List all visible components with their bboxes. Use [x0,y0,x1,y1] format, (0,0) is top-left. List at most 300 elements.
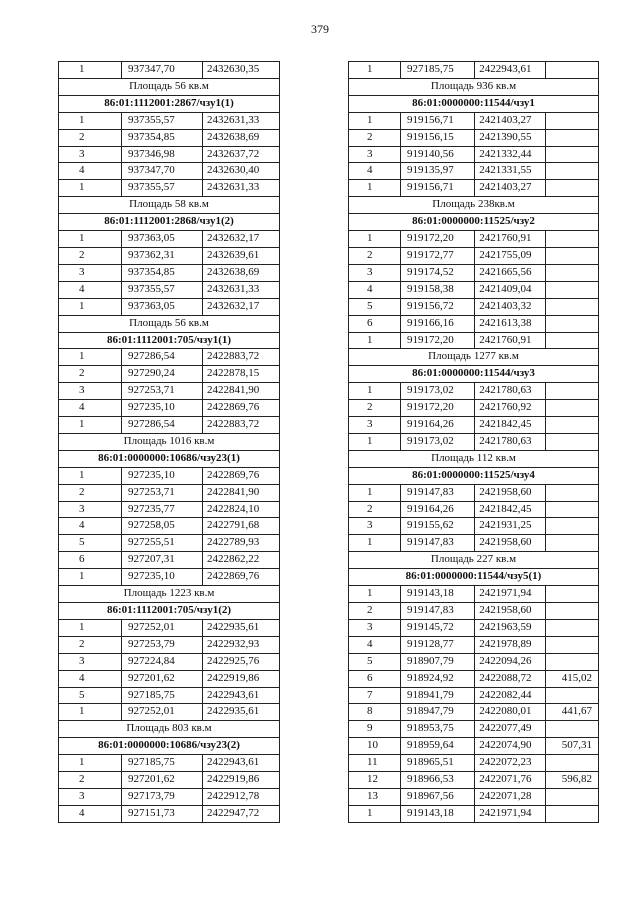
x-coordinate: 918924,92 [400,670,474,687]
x-coordinate: 919172,77 [400,247,474,264]
x-coordinate: 918947,79 [400,704,474,721]
point-number: 2 [59,484,122,501]
point-number: 2 [349,129,401,146]
x-coordinate: 919156,71 [400,180,474,197]
y-coordinate: 2421390,55 [475,129,545,146]
segment-length [545,264,598,281]
coordinate-row [349,501,599,518]
parcel-cadastral-number: 86:01:0000000:11525/чзу4 [349,467,599,484]
coordinate-row [59,670,280,687]
segment-length: 596,82 [545,772,598,789]
x-coordinate: 919128,77 [400,636,474,653]
segment-length [545,755,598,772]
coordinate-row [349,687,599,704]
x-coordinate: 927286,54 [122,417,203,434]
y-coordinate: 2422943,61 [203,687,280,704]
y-coordinate: 2421963,59 [475,619,545,636]
x-coordinate: 927235,10 [122,400,203,417]
point-number: 2 [59,636,122,653]
coordinate-row [349,315,599,332]
x-coordinate: 919173,02 [400,383,474,400]
point-number: 3 [59,501,122,518]
x-coordinate: 937363,05 [122,298,203,315]
page-number: 379 [311,22,329,36]
y-coordinate: 2432638,69 [203,129,280,146]
x-coordinate: 927201,62 [122,670,203,687]
segment-length [545,129,598,146]
y-coordinate: 2421760,91 [475,332,545,349]
x-coordinate: 927207,31 [122,552,203,569]
segment-length [545,721,598,738]
coordinate-row [59,180,280,197]
coordinate-row [59,349,280,366]
x-coordinate: 927253,71 [122,484,203,501]
coordinate-row [59,112,280,129]
area-row [349,552,599,569]
y-coordinate: 2422082,44 [475,687,545,704]
segment-length [545,315,598,332]
y-coordinate: 2421403,27 [475,112,545,129]
point-number: 4 [59,805,122,822]
coordinate-row [349,518,599,535]
y-coordinate: 2421978,89 [475,636,545,653]
y-coordinate: 2421331,55 [475,163,545,180]
coordinate-row [349,755,599,772]
x-coordinate: 919145,72 [400,619,474,636]
x-coordinate: 927252,01 [122,619,203,636]
parcel-header-row [59,214,280,231]
parcel-cadastral-number: 86:01:1112001:2868/чзу1(2) [59,214,280,231]
coordinate-row [59,62,280,79]
coordinate-row [59,687,280,704]
y-coordinate: 2421332,44 [475,146,545,163]
parcel-header-row [59,332,280,349]
x-coordinate: 927151,73 [122,805,203,822]
segment-length [545,231,598,248]
segment-length [545,62,598,79]
coordinate-row [59,264,280,281]
coordinate-row [349,129,599,146]
x-coordinate: 919147,83 [400,603,474,620]
x-coordinate: 927185,75 [400,62,474,79]
y-coordinate: 2421613,38 [475,315,545,332]
point-number: 1 [349,535,401,552]
y-coordinate: 2421971,94 [475,805,545,822]
point-number: 4 [59,518,122,535]
segment-length [545,247,598,264]
point-number: 6 [349,315,401,332]
point-number: 2 [349,603,401,620]
parcel-cadastral-number: 86:01:0000000:10686/чзу23(2) [59,738,280,755]
x-coordinate: 937354,85 [122,264,203,281]
point-number: 3 [349,264,401,281]
y-coordinate: 2422841,90 [203,484,280,501]
point-number: 3 [349,619,401,636]
point-number: 3 [349,417,401,434]
point-number: 2 [349,247,401,264]
point-number: 1 [349,433,401,450]
point-number: 1 [349,805,401,822]
y-coordinate: 2422943,61 [203,755,280,772]
x-coordinate: 919143,18 [400,586,474,603]
x-coordinate: 919173,02 [400,433,474,450]
coordinate-row [59,535,280,552]
segment-length: 441,67 [545,704,598,721]
y-coordinate: 2432639,61 [203,247,280,264]
coordinate-row [59,569,280,586]
coordinate-row [59,788,280,805]
point-number: 1 [59,62,122,79]
point-number: 1 [59,349,122,366]
coordinate-row [59,484,280,501]
point-number: 8 [349,704,401,721]
y-coordinate: 2421403,32 [475,298,545,315]
parcel-cadastral-number: 86:01:1112001:705/чзу1(2) [59,603,280,620]
y-coordinate: 2422071,28 [475,788,545,805]
y-coordinate: 2432632,17 [203,231,280,248]
segment-length [545,805,598,822]
area-label: Площадь 227 кв.м [349,552,599,569]
coordinate-row [349,670,599,687]
x-coordinate: 927258,05 [122,518,203,535]
y-coordinate: 2422791,68 [203,518,280,535]
coordinate-row [59,231,280,248]
area-row [59,78,280,95]
coordinates-table-right [348,61,599,823]
y-coordinate: 2422883,72 [203,349,280,366]
point-number: 4 [59,400,122,417]
x-coordinate: 918941,79 [400,687,474,704]
y-coordinate: 2432638,69 [203,264,280,281]
coordinate-row [349,146,599,163]
y-coordinate: 2421665,56 [475,264,545,281]
area-label: Площадь 56 кв.м [59,315,280,332]
coordinate-row [349,788,599,805]
segment-length [545,586,598,603]
y-coordinate: 2421780,63 [475,383,545,400]
point-number: 2 [59,366,122,383]
segment-length [545,281,598,298]
x-coordinate: 937347,70 [122,62,203,79]
point-number: 3 [59,146,122,163]
point-number: 1 [349,586,401,603]
x-coordinate: 927201,62 [122,772,203,789]
point-number: 2 [349,501,401,518]
area-label: Площадь 803 кв.м [59,721,280,738]
point-number: 4 [59,670,122,687]
segment-length: 415,02 [545,670,598,687]
segment-length [545,653,598,670]
y-coordinate: 2422789,93 [203,535,280,552]
parcel-cadastral-number: 86:01:0000000:11544/чзу1 [349,95,599,112]
point-number: 1 [349,180,401,197]
x-coordinate: 927253,71 [122,383,203,400]
y-coordinate: 2422824,10 [203,501,280,518]
coordinate-row [349,332,599,349]
coordinate-row [59,129,280,146]
x-coordinate: 927173,79 [122,788,203,805]
segment-length [545,535,598,552]
y-coordinate: 2422932,93 [203,636,280,653]
coordinate-row [59,805,280,822]
coordinate-row [349,535,599,552]
y-coordinate: 2422878,15 [203,366,280,383]
point-number: 4 [59,281,122,298]
y-coordinate: 2421958,60 [475,484,545,501]
segment-length [545,163,598,180]
area-row [59,197,280,214]
x-coordinate: 937355,57 [122,180,203,197]
parcel-header-row [349,569,599,586]
area-label: Площадь 56 кв.м [59,78,280,95]
x-coordinate: 919156,15 [400,129,474,146]
coordinate-row [59,400,280,417]
point-number: 2 [59,129,122,146]
x-coordinate: 918967,56 [400,788,474,805]
coordinate-row [349,721,599,738]
x-coordinate: 937355,57 [122,281,203,298]
y-coordinate: 2422935,61 [203,619,280,636]
segment-length [545,636,598,653]
y-coordinate: 2422071,76 [475,772,545,789]
x-coordinate: 919172,20 [400,332,474,349]
point-number: 3 [59,264,122,281]
coordinate-row [59,467,280,484]
x-coordinate: 919158,38 [400,281,474,298]
y-coordinate: 2421958,60 [475,603,545,620]
x-coordinate: 919155,62 [400,518,474,535]
area-label: Площадь 238кв.м [349,197,599,214]
x-coordinate: 937346,98 [122,146,203,163]
coordinate-row [349,805,599,822]
y-coordinate: 2421409,04 [475,281,545,298]
point-number: 3 [349,146,401,163]
coordinate-row [349,383,599,400]
point-number: 2 [59,772,122,789]
x-coordinate: 919143,18 [400,805,474,822]
coordinate-row [59,518,280,535]
point-number: 4 [59,163,122,180]
y-coordinate: 2421755,09 [475,247,545,264]
area-label: Площадь 1277 кв.м [349,349,599,366]
x-coordinate: 919147,83 [400,484,474,501]
point-number: 1 [59,569,122,586]
point-number: 9 [349,721,401,738]
coordinate-row [349,738,599,755]
y-coordinate: 2422088,72 [475,670,545,687]
point-number: 7 [349,687,401,704]
area-label: Площадь 1016 кв.м [59,433,280,450]
point-number: 1 [349,484,401,501]
x-coordinate: 927235,10 [122,467,203,484]
parcel-cadastral-number: 86:01:0000000:11544/чзу5(1) [349,569,599,586]
coordinate-row [349,586,599,603]
x-coordinate: 927185,75 [122,687,203,704]
x-coordinate: 919164,26 [400,417,474,434]
coordinate-row [349,653,599,670]
x-coordinate: 937354,85 [122,129,203,146]
parcel-header-row [349,214,599,231]
y-coordinate: 2422094,26 [475,653,545,670]
point-number: 4 [349,281,401,298]
point-number: 5 [59,687,122,704]
parcel-header-row [59,603,280,620]
coordinate-row [349,247,599,264]
parcel-cadastral-number: 86:01:0000000:11525/чзу2 [349,214,599,231]
point-number: 10 [349,738,401,755]
x-coordinate: 927235,77 [122,501,203,518]
coordinate-row [349,636,599,653]
y-coordinate: 2432631,33 [203,180,280,197]
area-row [349,450,599,467]
x-coordinate: 919172,20 [400,400,474,417]
coordinate-row [349,112,599,129]
x-coordinate: 927252,01 [122,704,203,721]
segment-length [545,180,598,197]
parcel-cadastral-number: 86:01:1112001:705/чзу1(1) [59,332,280,349]
y-coordinate: 2422947,72 [203,805,280,822]
x-coordinate: 937362,31 [122,247,203,264]
y-coordinate: 2422074,90 [475,738,545,755]
point-number: 1 [349,62,401,79]
x-coordinate: 918959,64 [400,738,474,755]
coordinates-table-left-body [59,62,280,823]
point-number: 3 [59,383,122,400]
coordinate-row [59,619,280,636]
segment-length [545,332,598,349]
point-number: 1 [59,298,122,315]
y-coordinate: 2421971,94 [475,586,545,603]
coordinate-row [349,417,599,434]
x-coordinate: 919172,20 [400,231,474,248]
segment-length [545,788,598,805]
segment-length [545,417,598,434]
x-coordinate: 927235,10 [122,569,203,586]
x-coordinate: 918966,53 [400,772,474,789]
point-number: 1 [59,619,122,636]
y-coordinate: 2422925,76 [203,653,280,670]
y-coordinate: 2432630,40 [203,163,280,180]
coordinate-row [349,603,599,620]
x-coordinate: 919156,72 [400,298,474,315]
y-coordinate: 2432637,72 [203,146,280,163]
coordinate-row [349,484,599,501]
coordinates-table-right-body [349,62,599,823]
parcel-header-row [59,95,280,112]
point-number: 5 [349,653,401,670]
y-coordinate: 2422869,76 [203,400,280,417]
area-row [59,433,280,450]
point-number: 6 [59,552,122,569]
segment-length [545,603,598,620]
x-coordinate: 919164,26 [400,501,474,518]
y-coordinate: 2422841,90 [203,383,280,400]
y-coordinate: 2422883,72 [203,417,280,434]
parcel-cadastral-number: 86:01:1112001:2867/чзу1(1) [59,95,280,112]
x-coordinate: 918907,79 [400,653,474,670]
segment-length [545,433,598,450]
y-coordinate: 2421760,91 [475,231,545,248]
point-number: 1 [59,704,122,721]
x-coordinate: 919135,97 [400,163,474,180]
y-coordinate: 2421931,25 [475,518,545,535]
point-number: 1 [59,112,122,129]
point-number: 4 [349,163,401,180]
point-number: 2 [349,400,401,417]
point-number: 12 [349,772,401,789]
parcel-cadastral-number: 86:01:0000000:10686/чзу23(1) [59,450,280,467]
coordinate-row [59,501,280,518]
y-coordinate: 2421842,45 [475,501,545,518]
point-number: 3 [349,518,401,535]
y-coordinate: 2432631,33 [203,281,280,298]
coordinate-row [349,298,599,315]
area-label: Площадь 58 кв.м [59,197,280,214]
y-coordinate: 2422077,49 [475,721,545,738]
y-coordinate: 2422080,01 [475,704,545,721]
coordinate-row [59,163,280,180]
x-coordinate: 927224,84 [122,653,203,670]
y-coordinate: 2422912,78 [203,788,280,805]
parcel-cadastral-number: 86:01:0000000:11544/чзу3 [349,366,599,383]
x-coordinate: 918965,51 [400,755,474,772]
segment-length [545,484,598,501]
parcel-header-row [349,95,599,112]
coordinate-row [59,298,280,315]
coordinates-table-left [58,61,280,823]
area-row [59,315,280,332]
coordinate-row [59,383,280,400]
coordinate-row [349,180,599,197]
point-number: 1 [59,467,122,484]
point-number: 5 [349,298,401,315]
parcel-header-row [349,467,599,484]
point-number: 5 [59,535,122,552]
point-number: 13 [349,788,401,805]
area-label: Площадь 112 кв.м [349,450,599,467]
area-label: Площадь 1223 кв.м [59,586,280,603]
area-row [59,586,280,603]
coordinate-row [59,704,280,721]
area-label: Площадь 936 кв.м [349,78,599,95]
point-number: 1 [349,383,401,400]
x-coordinate: 919166,16 [400,315,474,332]
y-coordinate: 2432632,17 [203,298,280,315]
point-number: 11 [349,755,401,772]
segment-length [545,146,598,163]
y-coordinate: 2422919,86 [203,772,280,789]
point-number: 1 [349,332,401,349]
y-coordinate: 2421842,45 [475,417,545,434]
segment-length [545,518,598,535]
point-number: 2 [59,247,122,264]
y-coordinate: 2421958,60 [475,535,545,552]
coordinate-row [59,281,280,298]
coordinate-row [349,619,599,636]
point-number: 3 [59,788,122,805]
coordinate-row [349,772,599,789]
point-number: 1 [59,231,122,248]
coordinate-row [59,772,280,789]
point-number: 1 [59,417,122,434]
x-coordinate: 927255,51 [122,535,203,552]
segment-length [545,400,598,417]
point-number: 1 [59,755,122,772]
coordinate-row [349,433,599,450]
point-number: 4 [349,636,401,653]
area-row [349,349,599,366]
x-coordinate: 937355,57 [122,112,203,129]
